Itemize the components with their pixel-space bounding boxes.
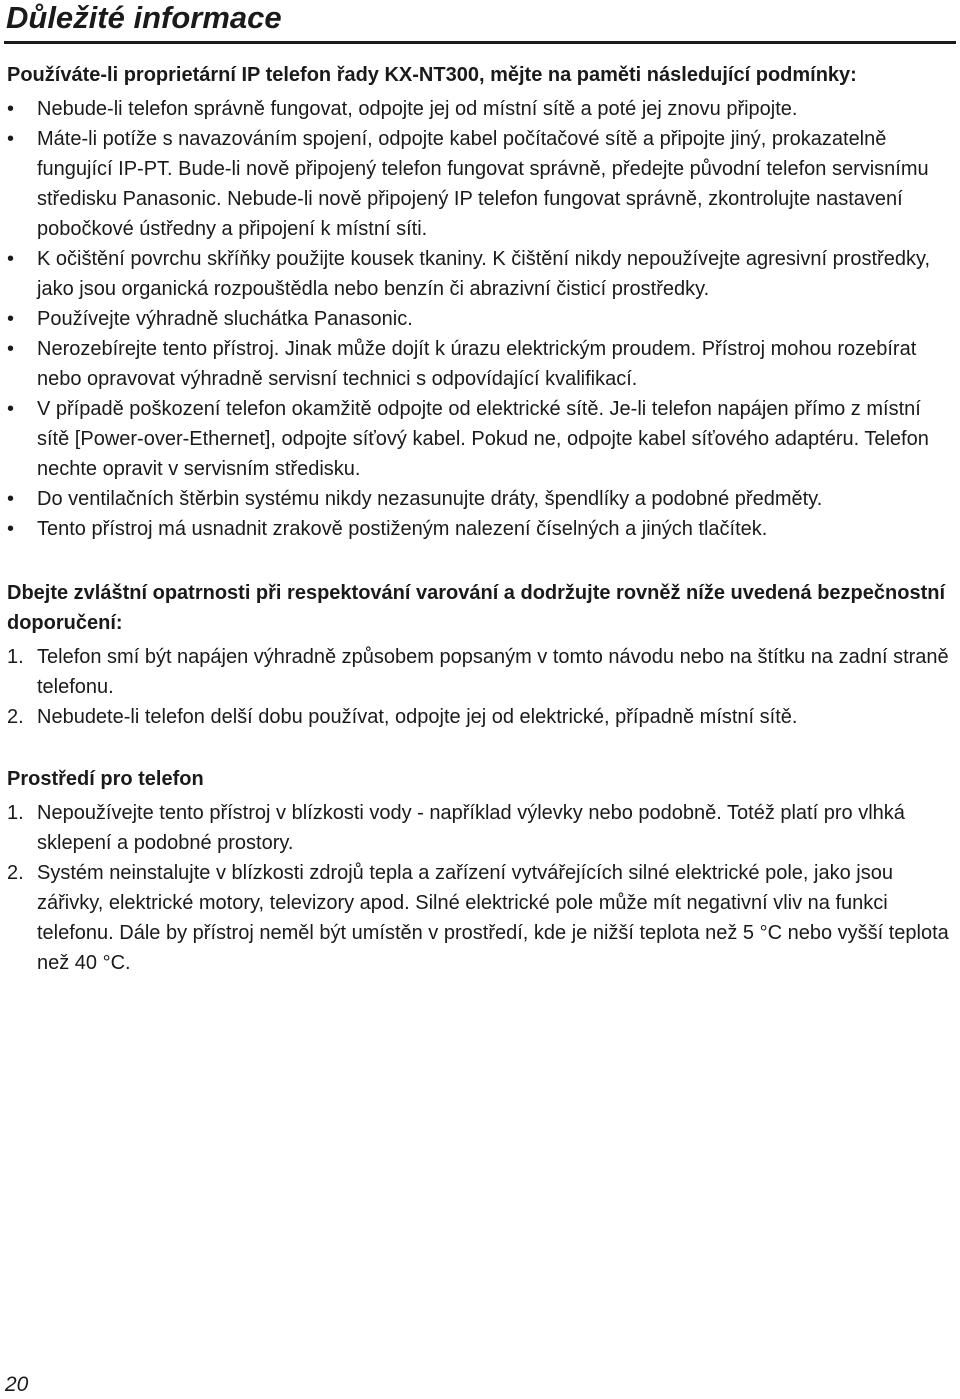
list-item-text: Používejte výhradně sluchátka Panasonic. — [37, 308, 413, 330]
title-rule — [4, 41, 956, 44]
bullet-list-ip-phone — [7, 94, 953, 544]
list-item-text: Nepoužívejte tento přístroj v blízkosti vody - například výlevky nebo podobně. Totéž platí pro vlhká sklepení a podobné prostory. — [37, 802, 905, 854]
section-heading-ip-phone: Používáte-li proprietární IP telefon řady KX-NT300, mějte na paměti následující podmínky: — [7, 64, 857, 86]
section-heading-safety: Dbejte zvláštní opatrnosti při respektování varování a dodržujte rovněž níže uvedená bezpečnostní doporučení: — [7, 582, 945, 634]
list-item-text: Nebude-li telefon správně fungovat, odpojte jej od místní sítě a poté jej znovu připojte. — [37, 98, 798, 120]
list-number: 2. — [7, 706, 24, 728]
list-item — [7, 244, 953, 304]
list-item-text: V případě poškození telefon okamžitě odpojte od elektrické sítě. Je-li telefon napájen přímo z místní sítě [Power-over-Ethernet], odpojte síťový kabel. Pokud ne, odpojte kabel síťového adaptéru. Telefon nechte opravit v servisním středisku. — [37, 398, 929, 480]
list-item-text: Do ventilačních štěrbin systému nikdy nezasunujte dráty, špendlíky a podobné předměty. — [37, 488, 823, 510]
list-item-text: K očištění povrchu skříňky použijte kousek tkaniny. K čištění nikdy nepoužívejte agresivní prostředky, jako jsou organická rozpouštědla nebo benzín či abrazivní čisticí prostředky. — [37, 248, 931, 300]
list-item-text: Máte-li potíže s navazováním spojení, odpojte kabel počítačové sítě a připojte jiný, prokazatelně fungující IP-PT. Bude-li nově připojený telefon fungovat správně, předejte původní telefon servisnímu středisku Panasonic. Nebude-li nově připojený IP telefon fungovat správně, zkontrolujte nastavení pobočkové ústředny a připojení k místní síti. — [37, 128, 929, 240]
numbered-list-safety — [7, 642, 953, 732]
list-item — [7, 642, 953, 702]
bullet-marker: • — [7, 488, 15, 510]
numbered-list-environment — [7, 798, 953, 978]
list-item — [7, 484, 953, 514]
list-item — [7, 858, 953, 978]
list-item — [7, 514, 953, 544]
list-item — [7, 702, 953, 732]
list-item-text: Systém neinstalujte v blízkosti zdrojů tepla a zařízení vytvářejících silné elektrické pole, jako jsou zářivky, elektrické motory, televizory apod. Silné elektrické pole může mít negativní vliv na funkci telefonu. Dále by přístroj neměl být umístěn v prostředí, kde je nižší teplota než 5 °C nebo vyšší teplota než 40 °C. — [37, 862, 949, 974]
list-item — [7, 334, 953, 394]
list-number: 1. — [7, 802, 24, 824]
list-item-text: Nebudete-li telefon delší dobu používat, odpojte jej od elektrické, případně místní sítě. — [37, 706, 798, 728]
list-item — [7, 798, 953, 858]
list-item — [7, 94, 953, 124]
page-title: Důležité informace — [6, 0, 282, 35]
bullet-marker: • — [7, 398, 15, 420]
list-item-text: Tento přístroj má usnadnit zrakově postiženým nalezení číselných a jiných tlačítek. — [37, 518, 768, 540]
list-item — [7, 304, 953, 334]
list-number: 2. — [7, 862, 24, 884]
page-number: 20 — [5, 1373, 29, 1396]
bullet-marker: • — [7, 128, 15, 150]
bullet-marker: • — [7, 518, 15, 540]
bullet-marker: • — [7, 308, 15, 330]
section-heading-environment: Prostředí pro telefon — [7, 768, 204, 790]
bullet-marker: • — [7, 248, 15, 270]
list-item — [7, 124, 953, 244]
bullet-marker: • — [7, 338, 15, 360]
bullet-marker: • — [7, 98, 15, 120]
list-item-text: Nerozebírejte tento přístroj. Jinak může dojít k úrazu elektrickým proudem. Přístroj mohou rozebírat nebo opravovat výhradně servisní technici s odpovídající kvalifikací. — [37, 338, 917, 390]
list-number: 1. — [7, 646, 24, 668]
list-item — [7, 394, 953, 484]
list-item-text: Telefon smí být napájen výhradně způsobem popsaným v tomto návodu nebo na štítku na zadní straně telefonu. — [37, 646, 949, 698]
page-content — [7, 60, 953, 978]
